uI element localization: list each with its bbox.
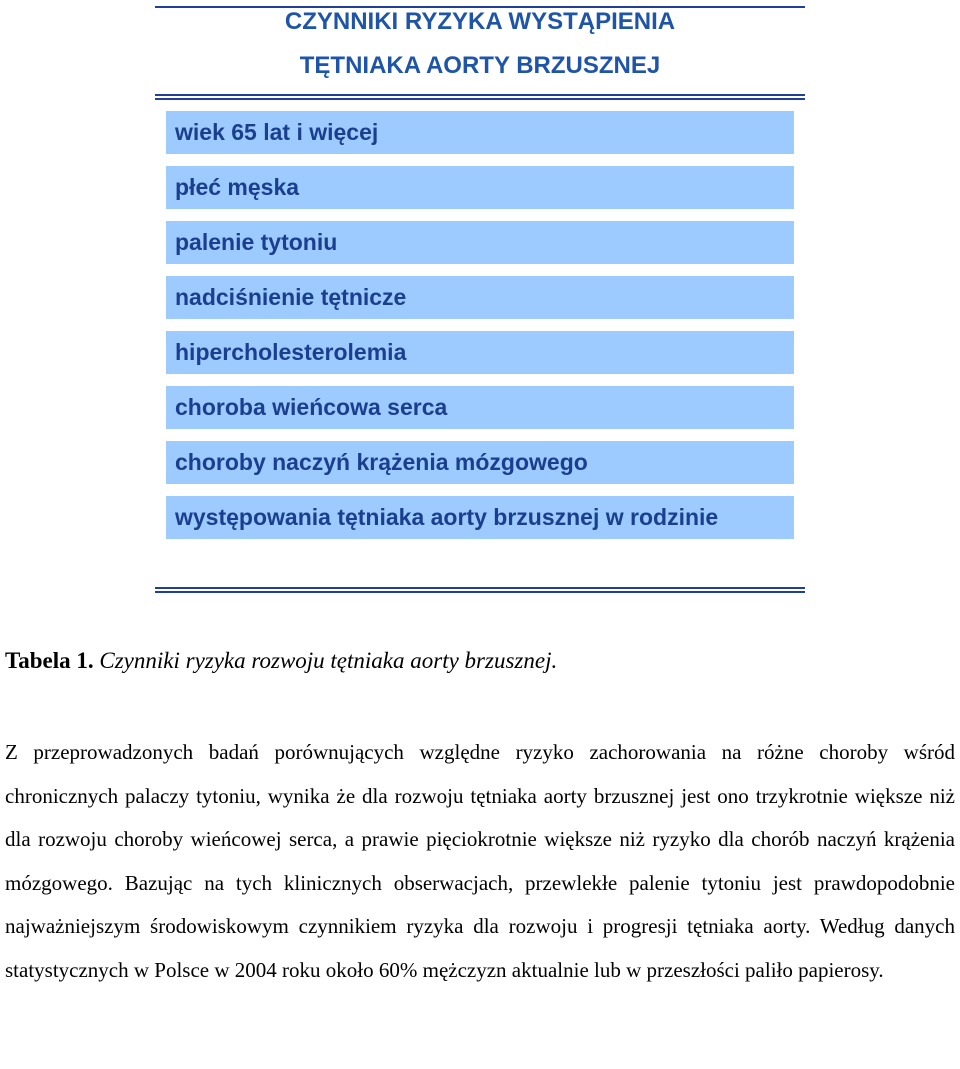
risk-factor-item: choroba wieńcowa serca: [166, 386, 794, 429]
table-caption-text: Czynniki ryzyka rozwoju tętniaka aorty brzusznej.: [99, 648, 558, 673]
risk-factor-item: wiek 65 lat i więcej: [166, 111, 794, 154]
table-caption-label: Tabela 1.: [5, 648, 94, 673]
risk-factor-item: nadciśnienie tętnicze: [166, 276, 794, 319]
risk-factor-item: choroby naczyń krążenia mózgowego: [166, 441, 794, 484]
risk-factor-item: palenie tytoniu: [166, 221, 794, 264]
table-caption: [5, 648, 557, 674]
risk-factor-item: występowania tętniaka aorty brzusznej w rodzinie: [166, 496, 794, 539]
slide-title-line-2: TĘTNIAKA AORTY BRZUSZNEJ: [299, 52, 661, 79]
risk-factor-item: hipercholesterolemia: [166, 331, 794, 374]
slide-bottom-divider: [155, 587, 805, 593]
body-paragraph: Z przeprowadzonych badań porównujących względne ryzyko zachorowania na różne choroby wśród chronicznych palaczy tytoniu, wynika że dla rozwoju tętniaka aorty brzusznej jest ono trzykrotnie większe niż dla rozwoju choroby wieńcowej serca, a prawie pięciokrotnie większe niż ryzyko dla chorób naczyń krążenia mózgowego. Bazując na tych klinicznych obserwacjach, przewlekłe palenie tytoniu jest prawdopodobnie najważniejszym środowiskowym czynnikiem ryzyka dla rozwoju i progresji tętniaka aorty. Według danych statystycznych w Polsce w 2004 roku około 60% mężczyzn aktualnie lub w przeszłości paliło papierosy.: [5, 740, 955, 982]
slide-title-line-1: CZYNNIKI RYZYKA WYSTĄPIENIA: [284, 8, 676, 35]
risk-factor-item: płeć męska: [166, 166, 794, 209]
slide-title-divider: [155, 94, 805, 100]
risk-factor-list: [166, 111, 794, 551]
